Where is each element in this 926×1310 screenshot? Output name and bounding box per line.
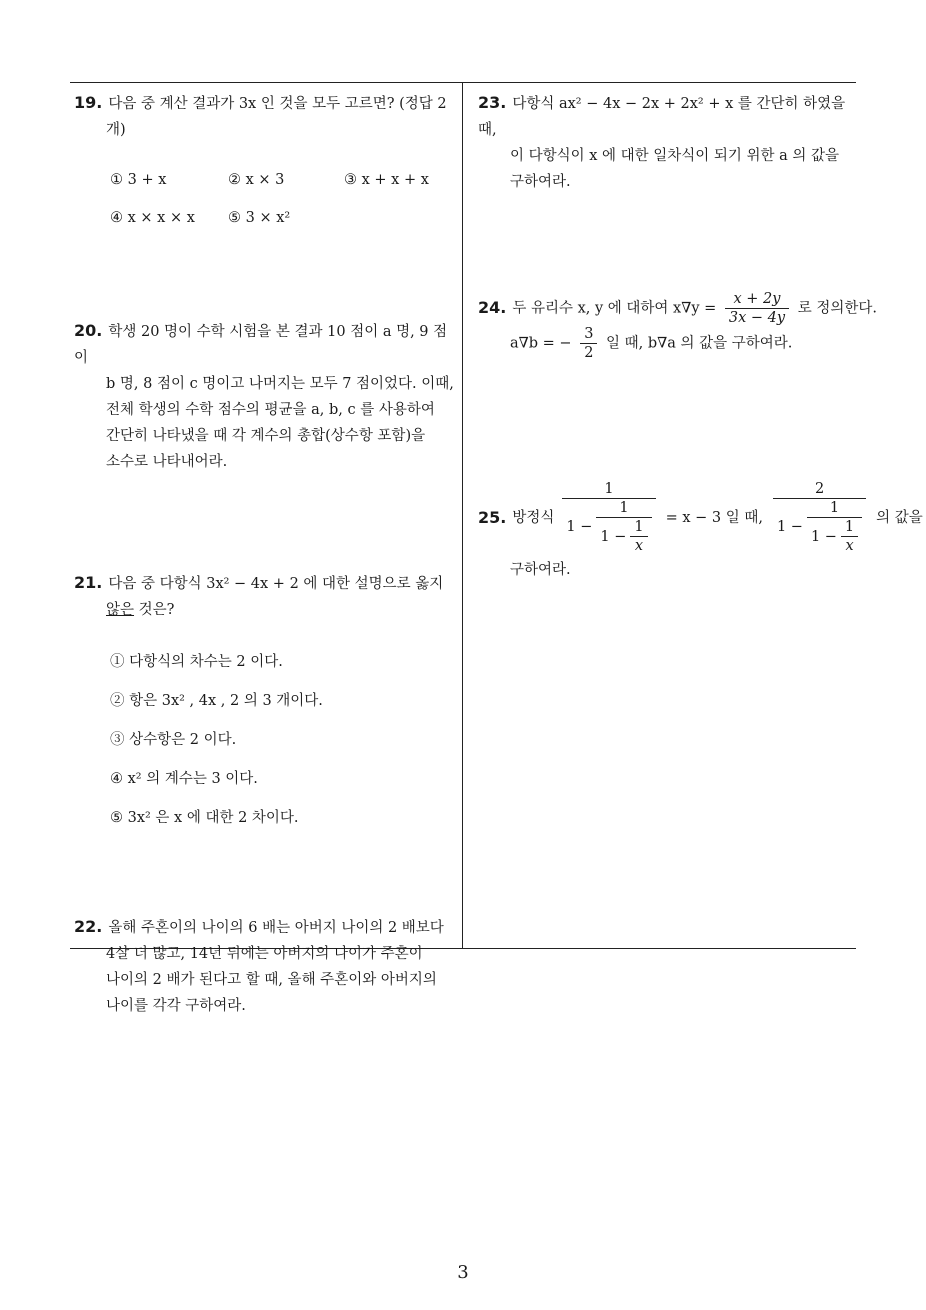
- fraction-numerator: 1: [562, 480, 655, 499]
- question-text: 방정식: [512, 509, 555, 526]
- column-divider: [462, 82, 463, 948]
- fraction: [725, 290, 789, 327]
- fraction-denominator: x: [845, 538, 854, 554]
- fraction: [580, 325, 597, 362]
- fraction-numerator: x + 2y: [725, 290, 789, 309]
- question-line: b 명, 8 점이 c 명이고 나머지는 모두 7 점이었다. 이때,: [106, 376, 454, 392]
- fraction-term: 1 −: [566, 519, 593, 535]
- question-line: 구하여라.: [510, 562, 571, 578]
- q19-option-1[interactable]: ① 3 + x: [110, 172, 167, 188]
- question-21: [74, 570, 458, 623]
- underlined-word: 않은: [106, 602, 135, 618]
- question-text: 두 유리수 x, y 에 대하여 x∇y =: [512, 300, 717, 317]
- question-text-cont: 로 정의한다.: [797, 300, 877, 317]
- q21-option-4[interactable]: ④ x² 의 계수는 3 이다.: [110, 771, 258, 787]
- question-text-cont: 일 때, b∇a 의 값을 구하여라.: [606, 335, 793, 352]
- page-number: 3: [457, 1262, 469, 1283]
- fraction-numerator: 2: [773, 480, 866, 499]
- question-25: [478, 480, 923, 583]
- question-line: 학생 20 명이 수학 시험을 본 결과 10 점이 a 명, 9 점이: [74, 324, 448, 366]
- question-line: 4살 더 많고, 14년 뒤에는 아버지의 나이가 주혼이: [106, 946, 423, 962]
- fraction-term: 1 −: [776, 519, 803, 535]
- fraction-denominator: 3x − 4y: [728, 310, 786, 326]
- question-number: 24.: [478, 297, 507, 317]
- question-23: [478, 90, 862, 195]
- question-24: [478, 290, 877, 362]
- q19-option-3[interactable]: ③ x + x + x: [344, 172, 429, 188]
- fraction-term: 1 −: [600, 528, 627, 545]
- q19-option-4[interactable]: ④ x × x × x: [110, 210, 195, 226]
- fraction-numerator: 1: [630, 518, 647, 537]
- question-text: 다음 중 다항식 3x² − 4x + 2 에 대한 설명으로 옳지: [108, 576, 444, 592]
- equation-middle: = x − 3 일 때,: [665, 509, 763, 526]
- question-line: 나이의 2 배가 된다고 할 때, 올해 주혼이와 아버지의: [106, 972, 437, 988]
- question-text-cont: 개): [106, 122, 126, 138]
- question-text-cont: 의 값을: [876, 509, 923, 526]
- question-20: [74, 318, 458, 475]
- question-number: 25.: [478, 507, 507, 527]
- q21-option-3[interactable]: ③ 상수항은 2 이다.: [110, 732, 237, 748]
- question-line: 이 다항식이 x 에 대한 일차식이 되기 위한 a 의 값을: [510, 148, 840, 164]
- q21-option-2[interactable]: ② 항은 3x² , 4x , 2 의 3 개이다.: [110, 693, 323, 709]
- question-19: [74, 90, 458, 143]
- question-line: 나이를 각각 구하여라.: [106, 998, 246, 1014]
- fraction-numerator: 1: [841, 518, 858, 537]
- question-line: 구하여라.: [510, 174, 571, 190]
- question-number: 23.: [478, 93, 507, 112]
- question-line: 간단히 나타냈을 때 각 계수의 총합(상수항 포함)을: [106, 428, 426, 444]
- q19-option-5[interactable]: ⑤ 3 × x²: [228, 210, 291, 226]
- question-number: 22.: [74, 917, 103, 936]
- continued-fraction: [773, 480, 866, 555]
- question-number: 19.: [74, 93, 103, 112]
- question-line: 전체 학생의 수학 점수의 평균을 a, b, c 를 사용하여: [106, 402, 435, 418]
- fraction-denominator: x: [634, 538, 644, 554]
- equation-lhs: a∇b = −: [510, 335, 572, 352]
- question-line: 다항식 ax² − 4x − 2x + 2x² + x 를 간단히 하였을 때,: [478, 96, 846, 138]
- question-number: 21.: [74, 573, 103, 592]
- fraction-denominator: 2: [584, 345, 594, 361]
- top-rule: [70, 82, 856, 83]
- question-text: 다음 중 계산 결과가 3x 인 것을 모두 고르면? (정답 2: [108, 96, 447, 112]
- fraction-numerator: 3: [580, 325, 597, 344]
- q19-option-2[interactable]: ② x × 3: [228, 172, 285, 188]
- question-text-cont: 것은?: [134, 602, 175, 618]
- q21-option-1[interactable]: ① 다항식의 차수는 2 이다.: [110, 654, 283, 670]
- q21-option-5[interactable]: ⑤ 3x² 은 x 에 대한 2 차이다.: [110, 810, 299, 826]
- question-22: [74, 914, 458, 1019]
- fraction-numerator: 1: [596, 499, 651, 518]
- continued-fraction: [562, 480, 655, 555]
- question-line: 올해 주혼이의 나이의 6 배는 아버지 나이의 2 배보다: [108, 920, 444, 936]
- question-number: 20.: [74, 321, 103, 340]
- question-line: 소수로 나타내어라.: [106, 454, 228, 470]
- fraction-term: 1 −: [810, 528, 837, 545]
- fraction-numerator: 1: [807, 499, 862, 518]
